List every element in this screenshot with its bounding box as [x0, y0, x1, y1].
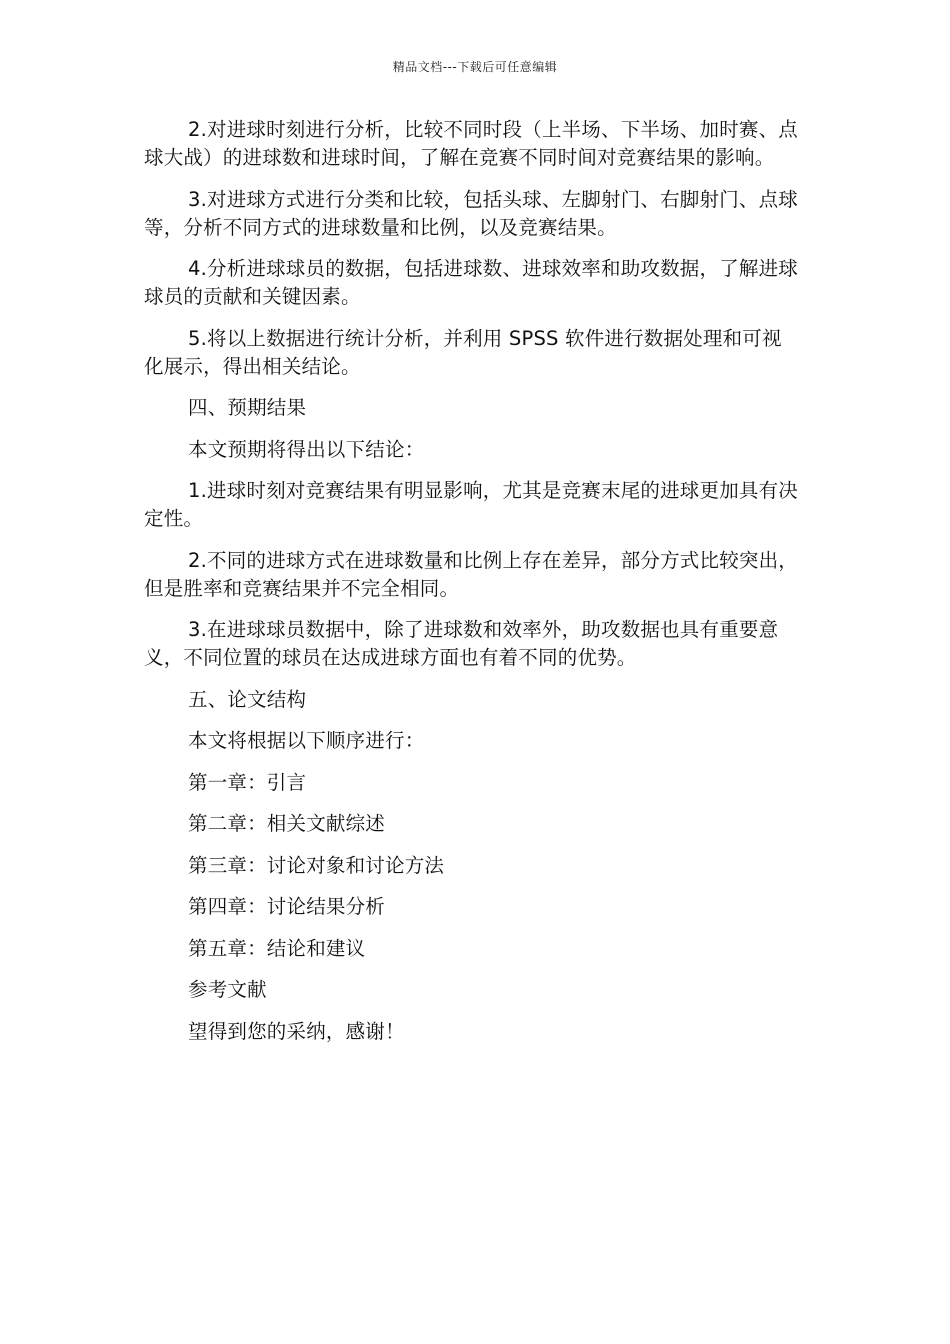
document-body — [144, 116, 800, 1059]
paragraph-method-3: 3.对进球方式进行分类和比较，包括头球、左脚射门、右脚射门、点球等，分析不同方式的进球数量和比例，以及竞赛结果。 — [144, 187, 799, 239]
paragraph-method-5: 5.将以上数据进行统计分析，并利用 SPSS 软件进行数据处理和可视化展示，得出相关结论。 — [144, 326, 782, 378]
chapter-item-2: 第二章：相关文献综述 — [188, 812, 386, 835]
chapter-item-5: 第五章：结论和建议 — [188, 936, 366, 960]
chapter-item-1: 第一章：引言 — [188, 770, 307, 794]
page-header: 精品文档---下载后可任意编辑 — [392, 60, 558, 74]
chapter-item-4: 第四章：讨论结果分析 — [188, 895, 386, 918]
paragraph-structure-intro: 本文将根据以下顺序进行： — [188, 729, 425, 752]
paragraph-expected-intro: 本文预期将得出以下结论： — [188, 437, 425, 461]
references-item: 参考文献 — [188, 978, 267, 1001]
paragraph-conclusion-1: 1.进球时刻对竞赛结果有明显影响，尤其是竞赛末尾的进球更加具有决定性。 — [144, 479, 799, 530]
chapter-item-3: 第三章：讨论对象和讨论方法 — [188, 853, 445, 877]
section-heading-structure: 五、论文结构 — [188, 687, 307, 711]
section-heading-expected-results: 四、预期结果 — [188, 396, 307, 419]
paragraph-conclusion-3: 3.在进球球员数据中，除了进球数和效率外，助攻数据也具有重要意义，不同位置的球员在达成进球方面也有着不同的优势。 — [144, 618, 779, 669]
paragraph-method-4: 4.分析进球球员的数据，包括进球数、进球效率和助攻数据，了解进球球员的贡献和关键因素。 — [144, 257, 799, 308]
closing-line: 望得到您的采纳，感谢！ — [188, 1019, 405, 1043]
paragraph-conclusion-2: 2.不同的进球方式在进球数量和比例上存在差异，部分方式比较突出，但是胜率和竞赛结果并不完全相同。 — [144, 548, 799, 600]
paragraph-method-2: 2.对进球时刻进行分析，比较不同时段（上半场、下半场、加时赛、点球大战）的进球数和进球时间，了解在竞赛不同时间对竞赛结果的影响。 — [144, 118, 799, 169]
